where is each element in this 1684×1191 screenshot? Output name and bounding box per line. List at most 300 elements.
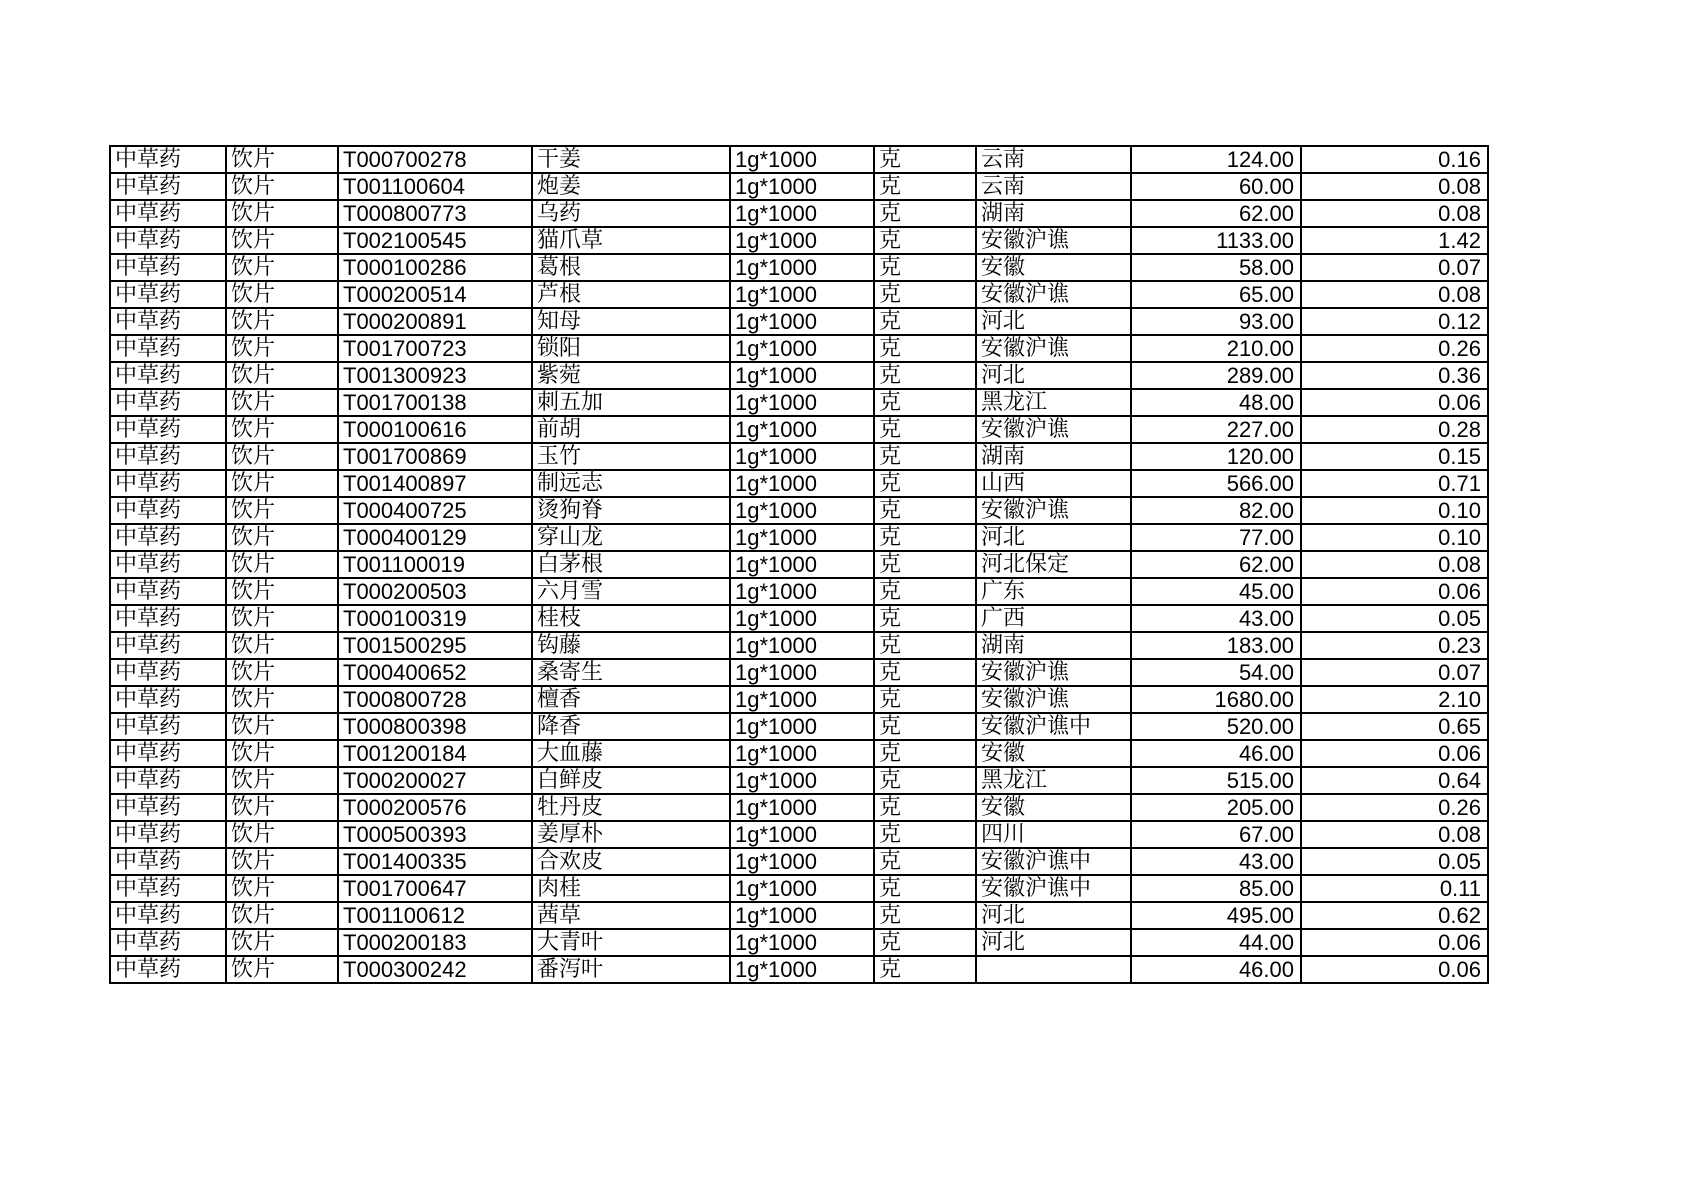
origin-cell: 四川	[976, 821, 1131, 848]
origin-cell: 安徽沪谯	[976, 497, 1131, 524]
category-cell: 中草药	[110, 686, 226, 713]
name-cell: 六月雪	[532, 578, 730, 605]
spec-cell: 1g*1000	[730, 281, 874, 308]
name-cell: 钩藤	[532, 632, 730, 659]
unit-cell: 克	[874, 632, 976, 659]
price-cell: 520.00	[1131, 713, 1301, 740]
table-row	[110, 686, 1488, 713]
unit-cell: 克	[874, 389, 976, 416]
unit-price-cell: 0.05	[1301, 605, 1488, 632]
code-cell: T000100616	[338, 416, 532, 443]
type-cell: 饮片	[226, 281, 338, 308]
name-cell: 刺五加	[532, 389, 730, 416]
table-row	[110, 821, 1488, 848]
category-cell: 中草药	[110, 767, 226, 794]
unit-price-cell: 0.62	[1301, 902, 1488, 929]
table-row	[110, 848, 1488, 875]
name-cell: 玉竹	[532, 443, 730, 470]
unit-cell: 克	[874, 902, 976, 929]
code-cell: T001100604	[338, 173, 532, 200]
category-cell: 中草药	[110, 821, 226, 848]
origin-cell: 河北	[976, 524, 1131, 551]
type-cell: 饮片	[226, 740, 338, 767]
code-cell: T000500393	[338, 821, 532, 848]
name-cell: 桑寄生	[532, 659, 730, 686]
price-cell: 289.00	[1131, 362, 1301, 389]
unit-cell: 克	[874, 713, 976, 740]
unit-price-cell: 0.64	[1301, 767, 1488, 794]
spec-cell: 1g*1000	[730, 821, 874, 848]
table-row	[110, 362, 1488, 389]
table-row	[110, 254, 1488, 281]
unit-cell: 克	[874, 254, 976, 281]
type-cell: 饮片	[226, 389, 338, 416]
type-cell: 饮片	[226, 578, 338, 605]
spec-cell: 1g*1000	[730, 632, 874, 659]
origin-cell: 安徽沪谯	[976, 335, 1131, 362]
spec-cell: 1g*1000	[730, 362, 874, 389]
price-cell: 227.00	[1131, 416, 1301, 443]
category-cell: 中草药	[110, 362, 226, 389]
code-cell: T000800773	[338, 200, 532, 227]
code-cell: T001100019	[338, 551, 532, 578]
unit-price-cell: 1.42	[1301, 227, 1488, 254]
unit-cell: 克	[874, 848, 976, 875]
type-cell: 饮片	[226, 524, 338, 551]
origin-cell: 安徽沪谯	[976, 659, 1131, 686]
price-cell: 43.00	[1131, 848, 1301, 875]
unit-price-cell: 0.65	[1301, 713, 1488, 740]
type-cell: 饮片	[226, 848, 338, 875]
spec-cell: 1g*1000	[730, 200, 874, 227]
origin-cell: 安徽沪谯	[976, 686, 1131, 713]
unit-cell: 克	[874, 794, 976, 821]
unit-price-cell: 0.07	[1301, 659, 1488, 686]
type-cell: 饮片	[226, 632, 338, 659]
table-row	[110, 443, 1488, 470]
code-cell: T001400897	[338, 470, 532, 497]
unit-cell: 克	[874, 227, 976, 254]
price-cell: 93.00	[1131, 308, 1301, 335]
unit-cell: 克	[874, 281, 976, 308]
name-cell: 白茅根	[532, 551, 730, 578]
name-cell: 乌药	[532, 200, 730, 227]
name-cell: 白鲜皮	[532, 767, 730, 794]
name-cell: 肉桂	[532, 875, 730, 902]
spec-cell: 1g*1000	[730, 173, 874, 200]
name-cell: 茜草	[532, 902, 730, 929]
origin-cell: 安徽沪谯	[976, 227, 1131, 254]
unit-cell: 克	[874, 416, 976, 443]
unit-cell: 克	[874, 875, 976, 902]
unit-cell: 克	[874, 578, 976, 605]
code-cell: T000100286	[338, 254, 532, 281]
price-cell: 85.00	[1131, 875, 1301, 902]
price-cell: 210.00	[1131, 335, 1301, 362]
unit-price-cell: 0.08	[1301, 551, 1488, 578]
unit-cell: 克	[874, 767, 976, 794]
table-row	[110, 632, 1488, 659]
unit-cell: 克	[874, 524, 976, 551]
unit-cell: 克	[874, 173, 976, 200]
code-cell: T000400129	[338, 524, 532, 551]
unit-price-cell: 0.05	[1301, 848, 1488, 875]
name-cell: 芦根	[532, 281, 730, 308]
table-row	[110, 524, 1488, 551]
code-cell: T000400652	[338, 659, 532, 686]
category-cell: 中草药	[110, 308, 226, 335]
origin-cell: 山西	[976, 470, 1131, 497]
unit-price-cell: 0.36	[1301, 362, 1488, 389]
price-cell: 58.00	[1131, 254, 1301, 281]
unit-price-cell: 0.11	[1301, 875, 1488, 902]
code-cell: T001200184	[338, 740, 532, 767]
category-cell: 中草药	[110, 956, 226, 983]
category-cell: 中草药	[110, 929, 226, 956]
table-row	[110, 416, 1488, 443]
price-cell: 46.00	[1131, 740, 1301, 767]
unit-cell: 克	[874, 956, 976, 983]
origin-cell: 河北	[976, 929, 1131, 956]
name-cell: 制远志	[532, 470, 730, 497]
origin-cell: 安徽	[976, 254, 1131, 281]
unit-cell: 克	[874, 740, 976, 767]
name-cell: 大青叶	[532, 929, 730, 956]
spec-cell: 1g*1000	[730, 227, 874, 254]
name-cell: 猫爪草	[532, 227, 730, 254]
price-cell: 46.00	[1131, 956, 1301, 983]
table-row	[110, 497, 1488, 524]
origin-cell: 湖南	[976, 200, 1131, 227]
spec-cell: 1g*1000	[730, 443, 874, 470]
spec-cell: 1g*1000	[730, 524, 874, 551]
table-row	[110, 335, 1488, 362]
spec-cell: 1g*1000	[730, 956, 874, 983]
origin-cell: 广东	[976, 578, 1131, 605]
price-cell: 67.00	[1131, 821, 1301, 848]
type-cell: 饮片	[226, 767, 338, 794]
code-cell: T000300242	[338, 956, 532, 983]
unit-cell: 克	[874, 470, 976, 497]
unit-price-cell: 0.10	[1301, 524, 1488, 551]
category-cell: 中草药	[110, 335, 226, 362]
type-cell: 饮片	[226, 443, 338, 470]
spec-cell: 1g*1000	[730, 875, 874, 902]
category-cell: 中草药	[110, 632, 226, 659]
price-cell: 1133.00	[1131, 227, 1301, 254]
category-cell: 中草药	[110, 713, 226, 740]
unit-price-cell: 0.08	[1301, 173, 1488, 200]
name-cell: 番泻叶	[532, 956, 730, 983]
type-cell: 饮片	[226, 956, 338, 983]
unit-price-cell: 0.15	[1301, 443, 1488, 470]
origin-cell: 黑龙江	[976, 389, 1131, 416]
origin-cell: 河北	[976, 362, 1131, 389]
spec-cell: 1g*1000	[730, 686, 874, 713]
price-cell: 44.00	[1131, 929, 1301, 956]
table-row	[110, 470, 1488, 497]
unit-price-cell: 0.26	[1301, 794, 1488, 821]
table-row	[110, 767, 1488, 794]
origin-cell: 云南	[976, 146, 1131, 173]
unit-price-cell: 0.08	[1301, 200, 1488, 227]
category-cell: 中草药	[110, 470, 226, 497]
name-cell: 降香	[532, 713, 730, 740]
type-cell: 饮片	[226, 794, 338, 821]
unit-price-cell: 2.10	[1301, 686, 1488, 713]
code-cell: T001700723	[338, 335, 532, 362]
category-cell: 中草药	[110, 875, 226, 902]
spec-cell: 1g*1000	[730, 848, 874, 875]
table-row	[110, 146, 1488, 173]
price-cell: 515.00	[1131, 767, 1301, 794]
origin-cell: 广西	[976, 605, 1131, 632]
price-cell: 495.00	[1131, 902, 1301, 929]
category-cell: 中草药	[110, 443, 226, 470]
origin-cell: 安徽	[976, 794, 1131, 821]
code-cell: T000100319	[338, 605, 532, 632]
category-cell: 中草药	[110, 281, 226, 308]
code-cell: T000200514	[338, 281, 532, 308]
origin-cell: 安徽沪谯中	[976, 713, 1131, 740]
category-cell: 中草药	[110, 254, 226, 281]
table-row	[110, 173, 1488, 200]
price-cell: 82.00	[1131, 497, 1301, 524]
table-row	[110, 200, 1488, 227]
type-cell: 饮片	[226, 929, 338, 956]
type-cell: 饮片	[226, 902, 338, 929]
name-cell: 姜厚朴	[532, 821, 730, 848]
unit-price-cell: 0.06	[1301, 929, 1488, 956]
unit-cell: 克	[874, 551, 976, 578]
code-cell: T000400725	[338, 497, 532, 524]
code-cell: T000200027	[338, 767, 532, 794]
code-cell: T001100612	[338, 902, 532, 929]
unit-price-cell: 0.07	[1301, 254, 1488, 281]
name-cell: 锁阳	[532, 335, 730, 362]
price-cell: 60.00	[1131, 173, 1301, 200]
unit-price-cell: 0.28	[1301, 416, 1488, 443]
category-cell: 中草药	[110, 524, 226, 551]
spec-cell: 1g*1000	[730, 659, 874, 686]
unit-price-cell: 0.16	[1301, 146, 1488, 173]
unit-cell: 克	[874, 659, 976, 686]
spec-cell: 1g*1000	[730, 146, 874, 173]
category-cell: 中草药	[110, 497, 226, 524]
code-cell: T000700278	[338, 146, 532, 173]
table-row	[110, 929, 1488, 956]
code-cell: T000800398	[338, 713, 532, 740]
category-cell: 中草药	[110, 578, 226, 605]
table-row	[110, 389, 1488, 416]
unit-price-cell: 0.06	[1301, 578, 1488, 605]
spec-cell: 1g*1000	[730, 335, 874, 362]
table-row	[110, 956, 1488, 983]
spec-cell: 1g*1000	[730, 794, 874, 821]
unit-cell: 克	[874, 443, 976, 470]
origin-cell: 安徽沪谯中	[976, 875, 1131, 902]
table-row	[110, 227, 1488, 254]
name-cell: 合欢皮	[532, 848, 730, 875]
spec-cell: 1g*1000	[730, 497, 874, 524]
spec-cell: 1g*1000	[730, 578, 874, 605]
name-cell: 前胡	[532, 416, 730, 443]
price-cell: 183.00	[1131, 632, 1301, 659]
unit-price-cell: 0.23	[1301, 632, 1488, 659]
spec-cell: 1g*1000	[730, 605, 874, 632]
price-cell: 45.00	[1131, 578, 1301, 605]
table-row	[110, 605, 1488, 632]
origin-cell: 安徽沪谯	[976, 416, 1131, 443]
unit-price-cell: 0.10	[1301, 497, 1488, 524]
price-cell: 566.00	[1131, 470, 1301, 497]
price-cell: 77.00	[1131, 524, 1301, 551]
type-cell: 饮片	[226, 416, 338, 443]
category-cell: 中草药	[110, 146, 226, 173]
unit-cell: 克	[874, 200, 976, 227]
category-cell: 中草药	[110, 551, 226, 578]
category-cell: 中草药	[110, 200, 226, 227]
type-cell: 饮片	[226, 200, 338, 227]
name-cell: 葛根	[532, 254, 730, 281]
unit-cell: 克	[874, 605, 976, 632]
type-cell: 饮片	[226, 335, 338, 362]
category-cell: 中草药	[110, 902, 226, 929]
name-cell: 干姜	[532, 146, 730, 173]
spec-cell: 1g*1000	[730, 254, 874, 281]
unit-price-cell: 0.06	[1301, 740, 1488, 767]
unit-price-cell: 0.06	[1301, 389, 1488, 416]
origin-cell: 河北保定	[976, 551, 1131, 578]
spec-cell: 1g*1000	[730, 902, 874, 929]
origin-cell: 黑龙江	[976, 767, 1131, 794]
unit-cell: 克	[874, 497, 976, 524]
type-cell: 饮片	[226, 659, 338, 686]
table-body	[110, 146, 1488, 983]
code-cell: T000200891	[338, 308, 532, 335]
name-cell: 烫狗脊	[532, 497, 730, 524]
unit-cell: 克	[874, 821, 976, 848]
price-cell: 124.00	[1131, 146, 1301, 173]
spec-cell: 1g*1000	[730, 551, 874, 578]
category-cell: 中草药	[110, 794, 226, 821]
unit-price-cell: 0.26	[1301, 335, 1488, 362]
origin-cell: 安徽沪谯中	[976, 848, 1131, 875]
name-cell: 紫菀	[532, 362, 730, 389]
table-row	[110, 308, 1488, 335]
type-cell: 饮片	[226, 821, 338, 848]
name-cell: 知母	[532, 308, 730, 335]
category-cell: 中草药	[110, 740, 226, 767]
unit-cell: 克	[874, 335, 976, 362]
spec-cell: 1g*1000	[730, 308, 874, 335]
price-cell: 120.00	[1131, 443, 1301, 470]
category-cell: 中草药	[110, 605, 226, 632]
origin-cell: 河北	[976, 308, 1131, 335]
code-cell: T000200503	[338, 578, 532, 605]
table-row	[110, 875, 1488, 902]
unit-cell: 克	[874, 686, 976, 713]
price-cell: 1680.00	[1131, 686, 1301, 713]
type-cell: 饮片	[226, 362, 338, 389]
type-cell: 饮片	[226, 713, 338, 740]
table-row	[110, 902, 1488, 929]
spec-cell: 1g*1000	[730, 929, 874, 956]
spec-cell: 1g*1000	[730, 713, 874, 740]
type-cell: 饮片	[226, 605, 338, 632]
price-cell: 205.00	[1131, 794, 1301, 821]
table-row	[110, 713, 1488, 740]
price-cell: 62.00	[1131, 551, 1301, 578]
unit-cell: 克	[874, 146, 976, 173]
category-cell: 中草药	[110, 659, 226, 686]
type-cell: 饮片	[226, 497, 338, 524]
type-cell: 饮片	[226, 470, 338, 497]
type-cell: 饮片	[226, 227, 338, 254]
code-cell: T000200183	[338, 929, 532, 956]
spec-cell: 1g*1000	[730, 416, 874, 443]
origin-cell: 湖南	[976, 443, 1131, 470]
name-cell: 牡丹皮	[532, 794, 730, 821]
unit-price-cell: 0.08	[1301, 821, 1488, 848]
origin-cell: 安徽沪谯	[976, 281, 1131, 308]
origin-cell	[976, 956, 1131, 983]
unit-cell: 克	[874, 308, 976, 335]
table-row	[110, 551, 1488, 578]
table-row	[110, 659, 1488, 686]
category-cell: 中草药	[110, 848, 226, 875]
spec-cell: 1g*1000	[730, 740, 874, 767]
drug-price-table	[109, 145, 1489, 984]
type-cell: 饮片	[226, 146, 338, 173]
code-cell: T001700138	[338, 389, 532, 416]
price-cell: 62.00	[1131, 200, 1301, 227]
spec-cell: 1g*1000	[730, 389, 874, 416]
code-cell: T000200576	[338, 794, 532, 821]
category-cell: 中草药	[110, 416, 226, 443]
code-cell: T001300923	[338, 362, 532, 389]
type-cell: 饮片	[226, 173, 338, 200]
price-cell: 54.00	[1131, 659, 1301, 686]
type-cell: 饮片	[226, 686, 338, 713]
spec-cell: 1g*1000	[730, 470, 874, 497]
code-cell: T001700869	[338, 443, 532, 470]
table-row	[110, 281, 1488, 308]
name-cell: 炮姜	[532, 173, 730, 200]
name-cell: 檀香	[532, 686, 730, 713]
origin-cell: 湖南	[976, 632, 1131, 659]
code-cell: T001500295	[338, 632, 532, 659]
category-cell: 中草药	[110, 389, 226, 416]
type-cell: 饮片	[226, 308, 338, 335]
unit-price-cell: 0.06	[1301, 956, 1488, 983]
category-cell: 中草药	[110, 227, 226, 254]
unit-price-cell: 0.71	[1301, 470, 1488, 497]
price-cell: 43.00	[1131, 605, 1301, 632]
price-cell: 65.00	[1131, 281, 1301, 308]
unit-price-cell: 0.12	[1301, 308, 1488, 335]
table-row	[110, 794, 1488, 821]
origin-cell: 河北	[976, 902, 1131, 929]
type-cell: 饮片	[226, 254, 338, 281]
type-cell: 饮片	[226, 875, 338, 902]
unit-cell: 克	[874, 929, 976, 956]
code-cell: T001400335	[338, 848, 532, 875]
code-cell: T000800728	[338, 686, 532, 713]
table-row	[110, 740, 1488, 767]
type-cell: 饮片	[226, 551, 338, 578]
spec-cell: 1g*1000	[730, 767, 874, 794]
